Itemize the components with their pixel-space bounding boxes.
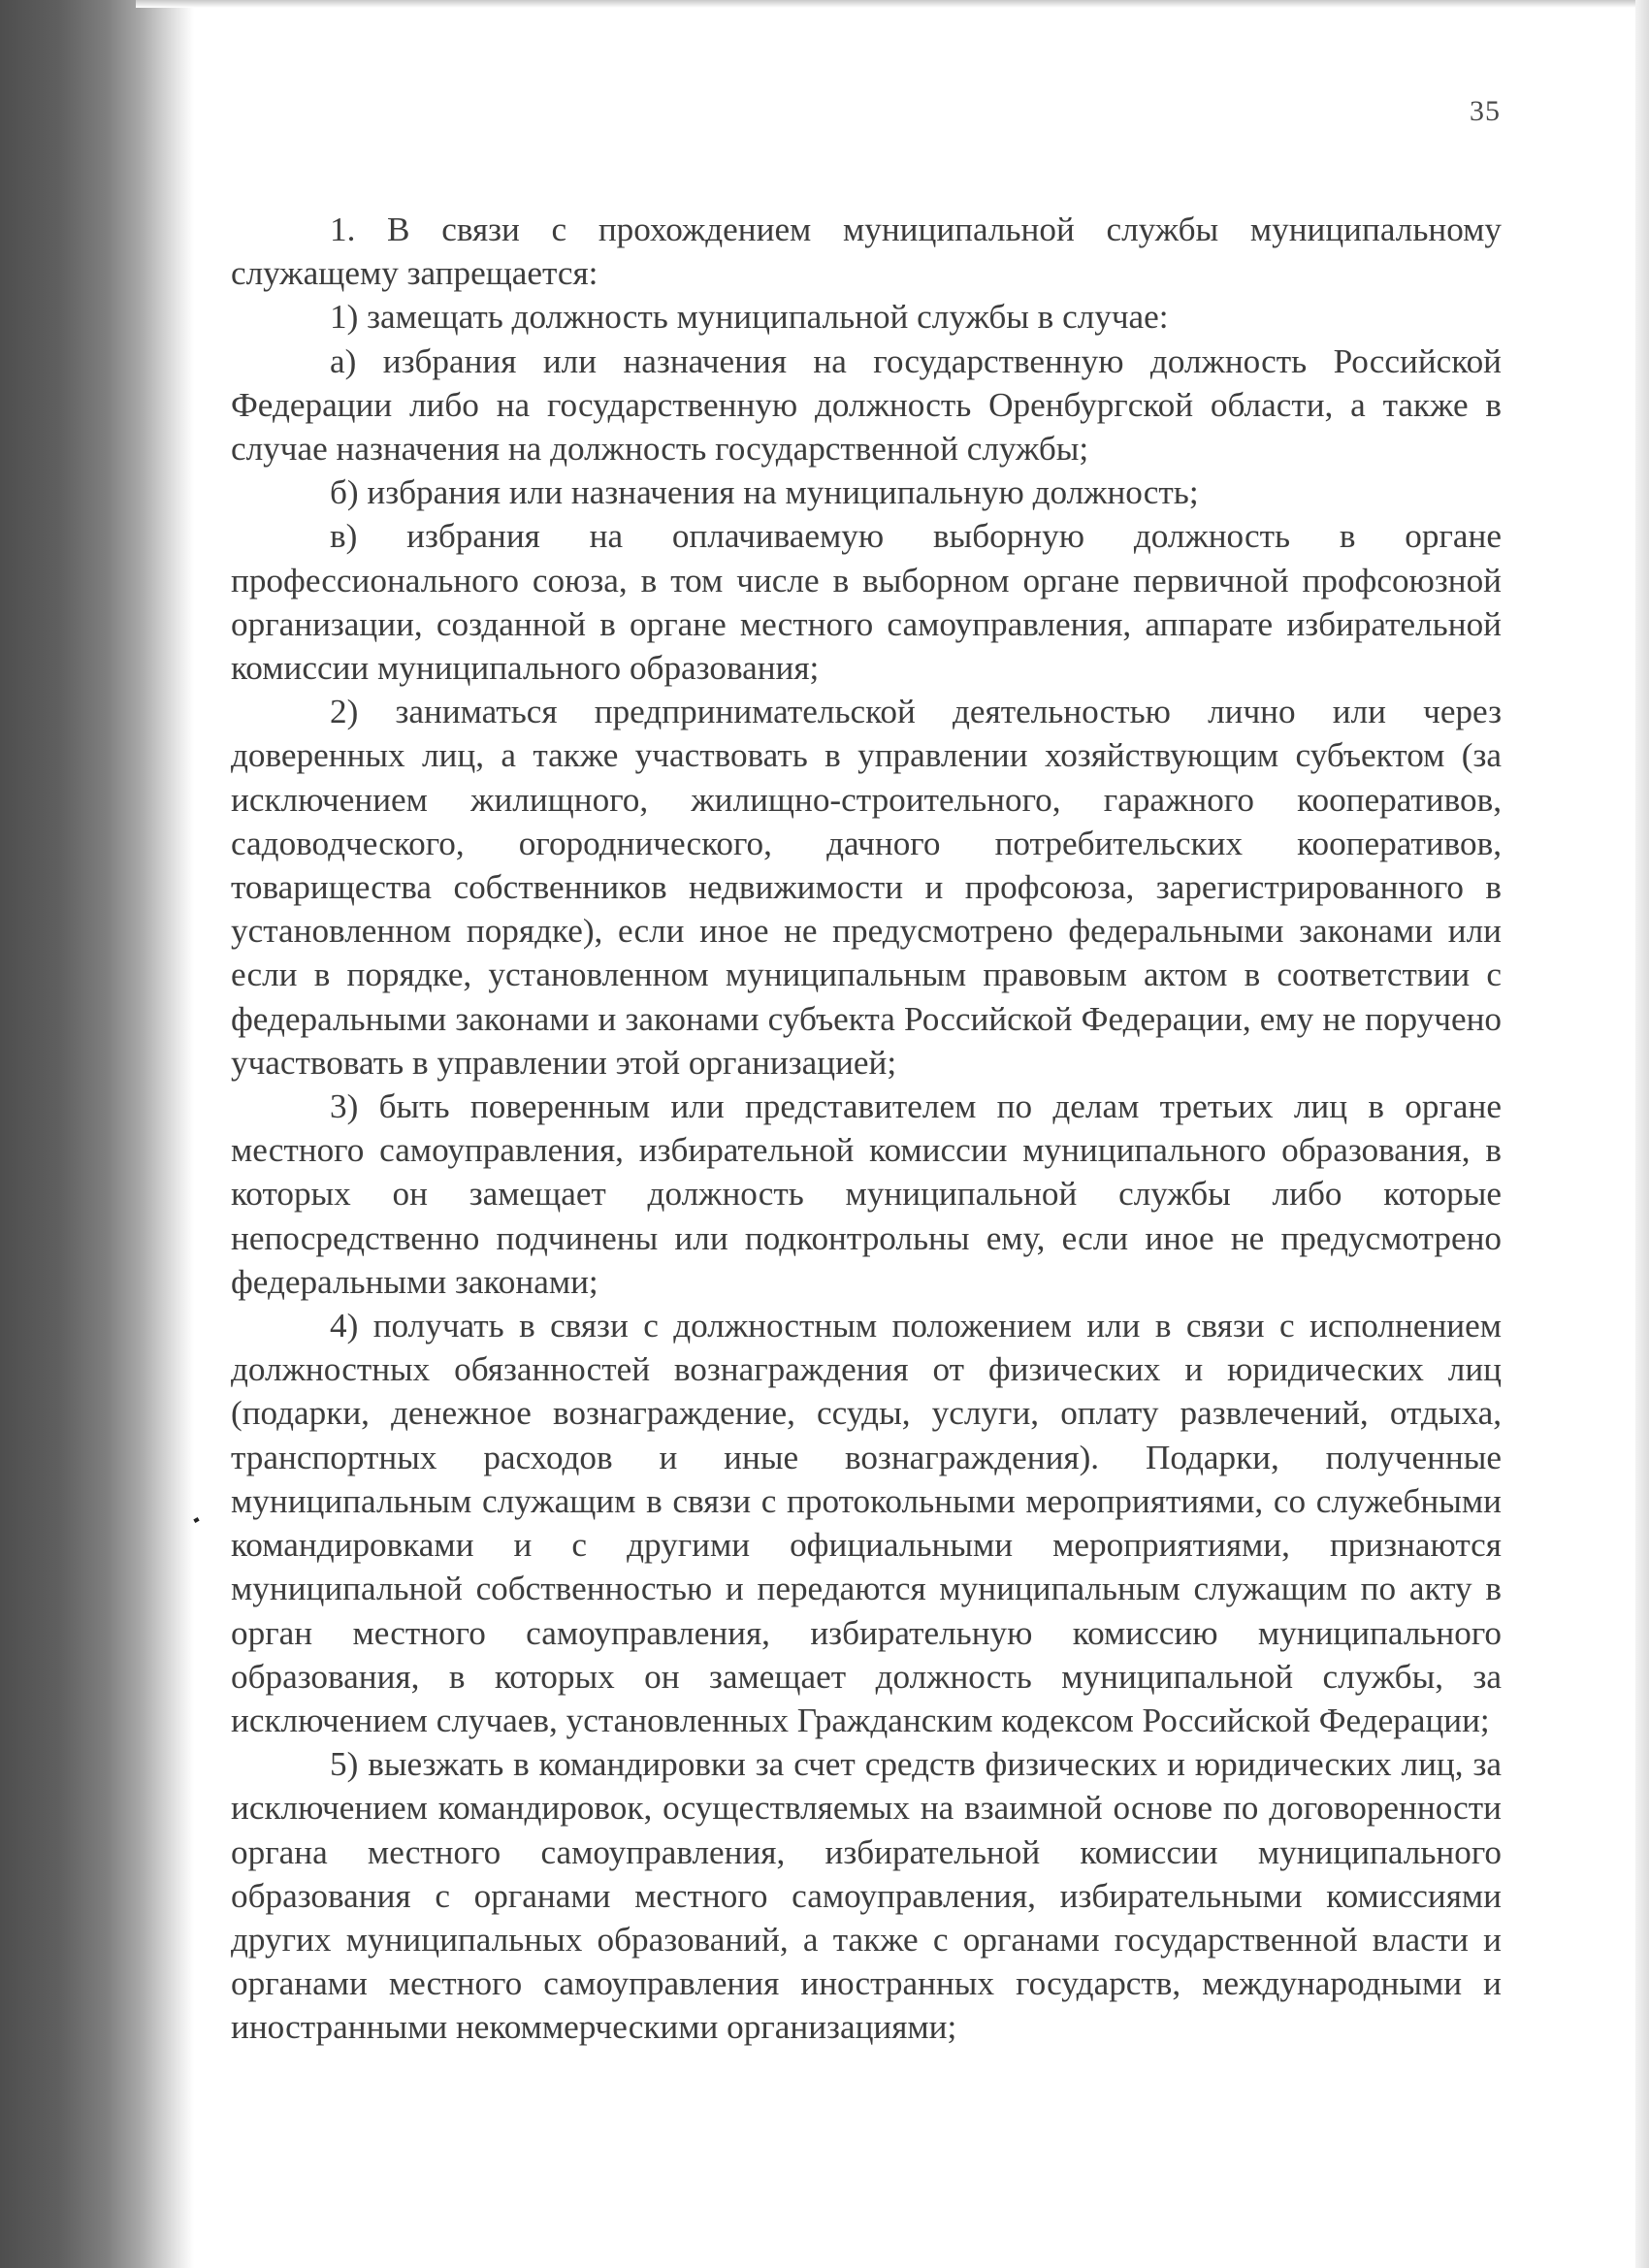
paragraph-item-4: 4) получать в связи с должностным положением или в связи с исполнением должностных обязанностей вознаграждения от физических и юридических лиц (подарки, денежное вознаграждение, ссуды, услуги, оплату развлечений, отдыха, транспортных расходов и иные вознаграждения). Подарки, полученные муниципальным служащим в связи с протокольными мероприятиями, со служебными командировками и с другими официальными мероприятиями, признаются муниципальной собственностью и передаются муниципальным служащим по акту в орган местного самоуправления, избирательную комиссию муниципального образования, в которых он замещает должность муниципальной службы, за исключением случаев, установленных Гражданским кодексом Российской Федерации; (231, 1307, 1502, 1739)
page-number: 35 (1470, 95, 1501, 127)
document-body (231, 208, 1502, 2050)
paragraph-item-1b: б) избрания или назначения на муниципальную должность; (330, 473, 1199, 512)
paragraph-item-1: 1) замещать должность муниципальной службы в случае: (330, 298, 1169, 337)
paragraph-item-1v: в) избрания на оплачиваемую выборную должность в органе профессионального союза, в том числе в выборном органе первичной профсоюзной организации, созданной в органе местного самоуправления, аппарате избирательной комиссии муниципального образования; (231, 517, 1502, 688)
paragraph-item-5: 5) выезжать в командировки за счет средств физических и юридических лиц, за исключением командировок, осуществляемых на взаимной основе по договоренности органа местного самоуправления, избирательной комиссии муниципального образования с органами местного самоуправления, избирательными комиссиями других муниципальных образований, а также с органами государственной власти и органами местного самоуправления иностранных государств, международными и иностранными некоммерческими организациями; (231, 1745, 1502, 2047)
paragraph-item-3: 3) быть поверенным или представителем по делам третьих лиц в органе местного самоуправления, избирательной комиссии муниципального образования, в которых он замещает должность муниципальной службы либо которые непосредственно подчинены или подконтрольны ему, если иное не предусмотрено федеральными законами; (231, 1087, 1502, 1301)
paragraph-item-2: 2) заниматься предпринимательской деятельностью лично или через доверенных лиц, а также участвовать в управлении хозяйствующим субъектом (за исключением жилищного, жилищно-строительного, гаражного кооперативов, садоводческого, огороднического, дачного потребительских кооперативов, товарищества собственников недвижимости и профсоюза, зарегистрированного в установленном порядке), если иное не предусмотрено федеральными законами или если в порядке, установленном муниципальным правовым актом в соответствии с федеральными законами и законами субъекта Российской Федерации, ему не поручено участвовать в управлении этой организацией; (231, 693, 1502, 1082)
paragraph-item-1a: а) избрания или назначения на государственную должность Российской Федерации либо на государственную должность Оренбургской области, а также в случае назначения на должность государственной службы; (231, 341, 1502, 469)
paragraph-intro: 1. В связи с прохождением муниципальной службы муниципальному служащему запрещается: (231, 211, 1502, 293)
pen-mark (193, 1517, 199, 1523)
